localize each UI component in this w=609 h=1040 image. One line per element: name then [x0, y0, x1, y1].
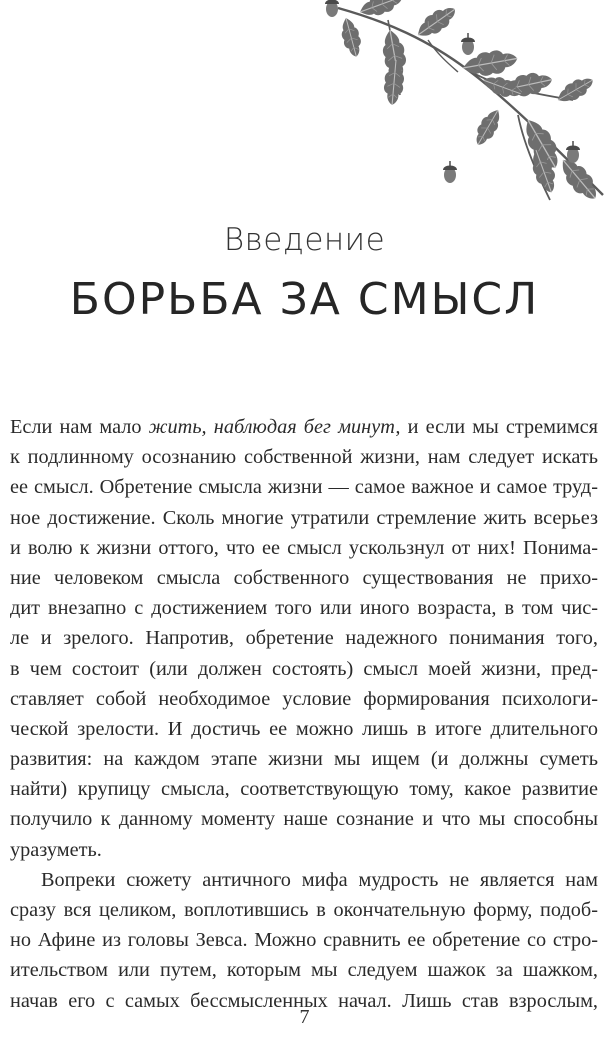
text-segment: ительством или путем, которым мы следуем шажок за шажком, [10, 959, 598, 982]
text-segment: ческой зрелости. И достичь ее можно лишь в итоге длительного [10, 717, 598, 740]
text-segment: Если нам мало [10, 416, 149, 438]
text-line [10, 412, 598, 442]
text-segment: ее смысл. Обретение смысла жизни — самое важное и самое труд- [10, 476, 598, 499]
text-segment: к подлинному осознанию собственной жизни, нам следует искать [10, 446, 598, 469]
text-line [10, 774, 598, 804]
text-segment: ле и зрелого. Напротив, обретение надежного понимания того, [10, 627, 598, 650]
text-line [10, 654, 598, 684]
text-line [10, 533, 598, 563]
text-segment: уразуметь. [10, 838, 102, 861]
text-line [10, 744, 598, 774]
text-segment: дит внезапно с достижением того или иного возраста, в том чис- [10, 597, 598, 620]
chapter-label: Введение [223, 222, 386, 258]
text-segment: найти) крупицу смысла, соответствующую тому, какое развитие [10, 778, 598, 801]
page-number: 7 [299, 1006, 310, 1028]
text-line [10, 714, 598, 744]
text-line [10, 955, 598, 985]
text-line [10, 865, 598, 895]
text-segment: начав его с самых бессмысленных начал. Лишь став взрослым, [10, 989, 598, 1012]
text-line [10, 835, 598, 865]
text-segment: ное достижение. Сколь многие утратили стремление жить всерьез [10, 506, 598, 529]
text-segment: Вопреки сюжету античного мифа мудрость не является нам [41, 868, 598, 891]
text-segment: развития: на каждом этапе жизни мы ищем (и должны суметь [10, 748, 598, 771]
text-line [10, 895, 598, 925]
text-line [10, 925, 598, 955]
italic-phrase: жить, наблюдая бег минут, [148, 416, 401, 438]
oak-branch-icon [318, 0, 609, 230]
text-segment: сразу вся целиком, воплотившись в окончательную форму, подоб- [10, 899, 598, 921]
text-segment: и волю к жизни оттого, что ее смысл ускользнул от них! Понима- [10, 536, 598, 559]
text-line [10, 563, 598, 593]
text-line [10, 593, 598, 623]
text-line [10, 804, 598, 834]
chapter-title: БОРЬБА ЗА СМЫСЛ [69, 274, 540, 325]
text-line [10, 623, 598, 653]
text-segment: получило к данному моменту наше сознание и что мы способны [10, 808, 598, 831]
text-line [10, 684, 598, 714]
text-line [10, 442, 598, 472]
text-segment: ние человеком смысла собственного существования не прихо- [10, 566, 598, 589]
body-text [10, 412, 598, 1016]
text-segment: но Афине из головы Зевса. Можно сравнить ее обретение со стро- [10, 929, 598, 952]
text-segment: в чем состоит (или должен состоять) смысл моей жизни, пред- [10, 657, 598, 680]
text-line [10, 472, 598, 502]
text-segment: ставляет собой необходимое условие формирования психологи- [10, 687, 598, 710]
text-line [10, 503, 598, 533]
text-segment: и если мы стремимся [400, 416, 598, 438]
